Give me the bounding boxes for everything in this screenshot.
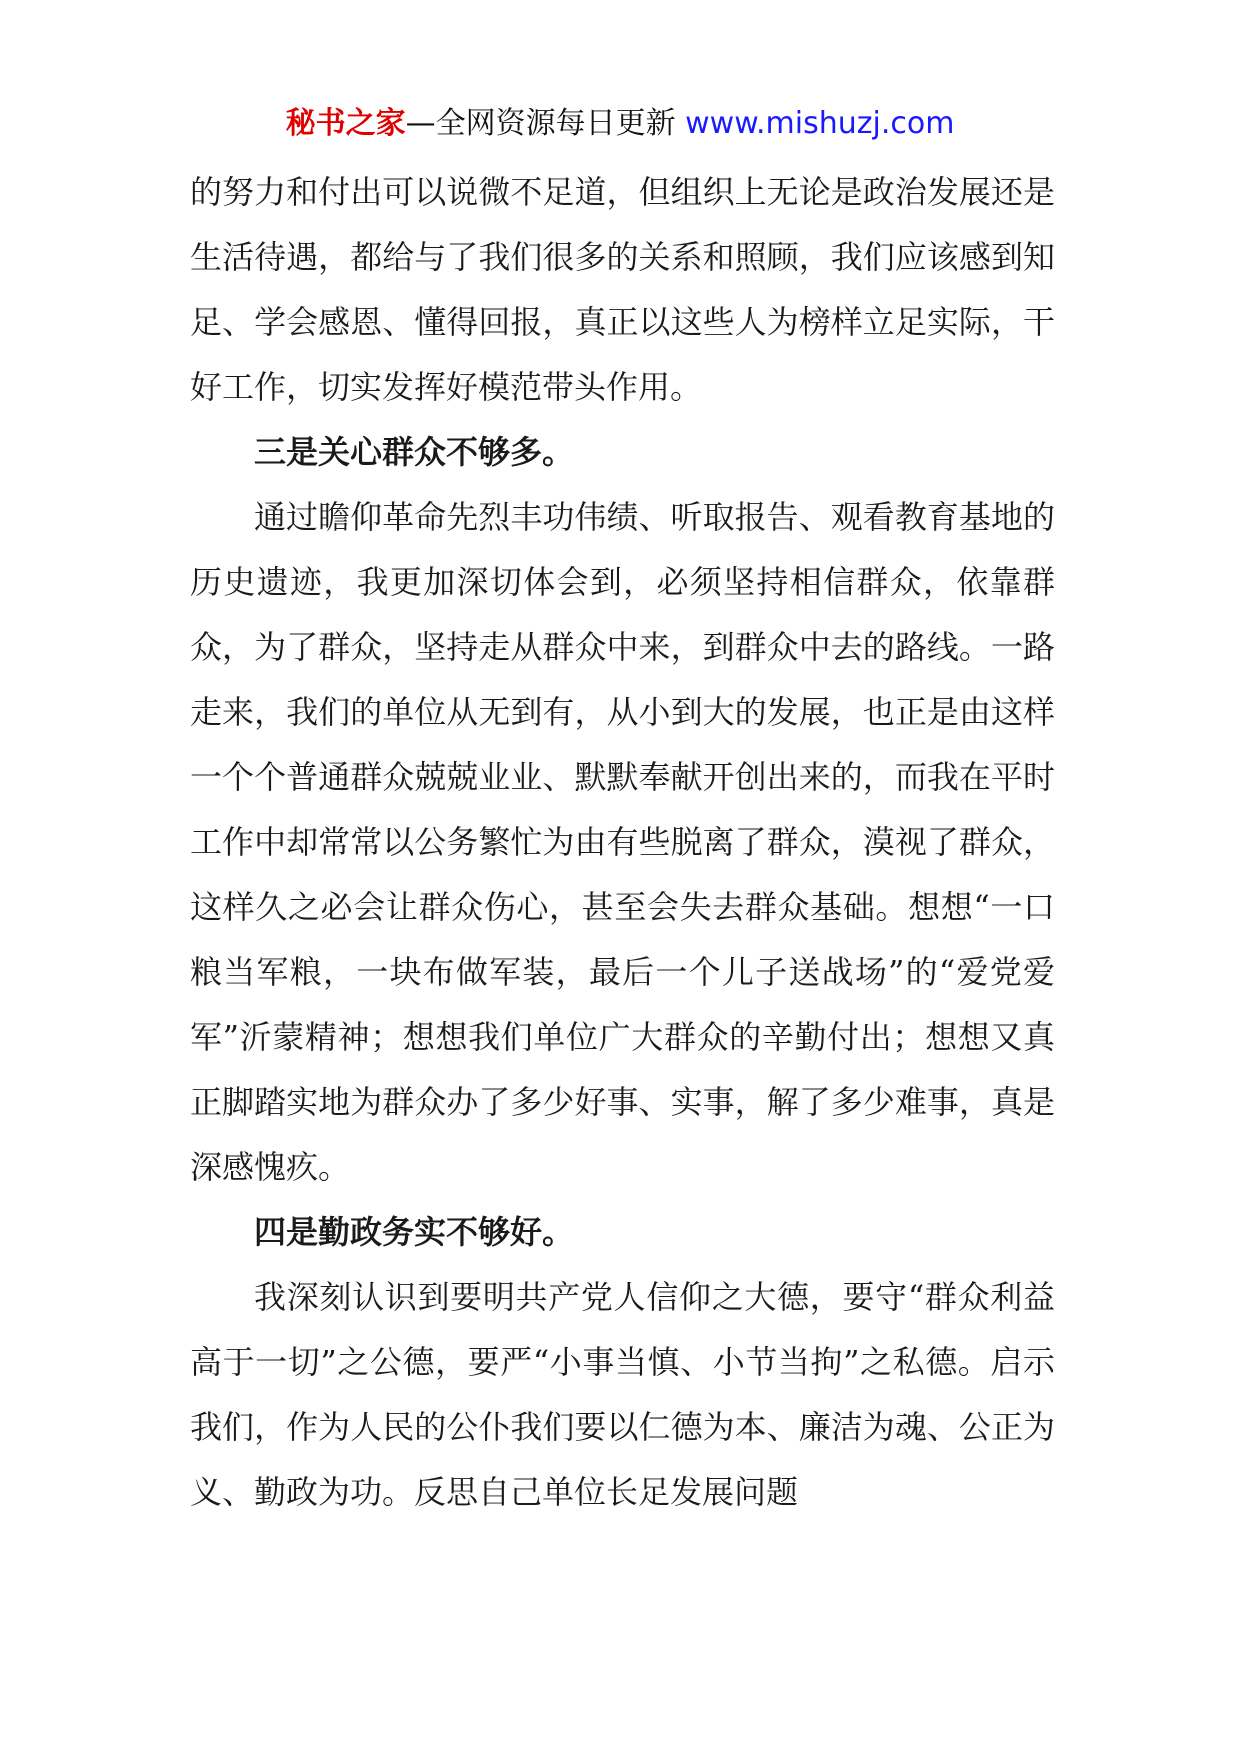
section-heading-4: 四是勤政务实不够好。: [254, 1213, 575, 1251]
site-brand: 秘书之家: [285, 106, 406, 141]
document-body: [190, 160, 1055, 1525]
paragraph-body: 我深刻认识到要明共产党人信仰之大德，要守“群众利益高于一切”之公德，要严“小事当慎、小节当拘”之私德。启示我们，作为人民的公仆我们要以仁德为本、廉洁为魂、公正为义、勤政为功。反思自己单位长足发展问题: [190, 1278, 1055, 1511]
paragraph-body: 通过瞻仰革命先烈丰功伟绩、听取报告、观看教育基地的历史遗迹，我更加深切体会到，必须坚持相信群众，依靠群众，为了群众，坚持走从群众中来，到群众中去的路线。一路走来，我们的单位从无到有，从小到大的发展，也正是由这样一个个普通群众兢兢业业、默默奉献开创出来的，而我在平时工作中却常常以公务繁忙为由有些脱离了群众，漠视了群众，这样久之必会让群众伤心，甚至会失去群众基础。想想“一口粮当军粮，一块布做军装，最后一个儿子送战场”的“爱党爱军”沂蒙精神；想想我们单位广大群众的辛勤付出；想想又真正脚踏实地为群众办了多少好事、实事，解了多少难事，真是深感愧疚。: [190, 498, 1055, 1186]
paragraph-continuation: 的努力和付出可以说微不足道，但组织上无论是政治发展还是生活待遇，都给与了我们很多的关系和照顾，我们应该感到知足、学会感恩、懂得回报，真正以这些人为榜样立足实际，干好工作，切实发挥好模范带头作用。: [190, 173, 1055, 406]
section-heading-3: 三是关心群众不够多。: [254, 433, 575, 471]
site-url-link[interactable]: www.mishuzj.com: [685, 106, 955, 141]
site-tagline: —全网资源每日更新: [405, 106, 676, 141]
site-header: [0, 104, 1240, 144]
